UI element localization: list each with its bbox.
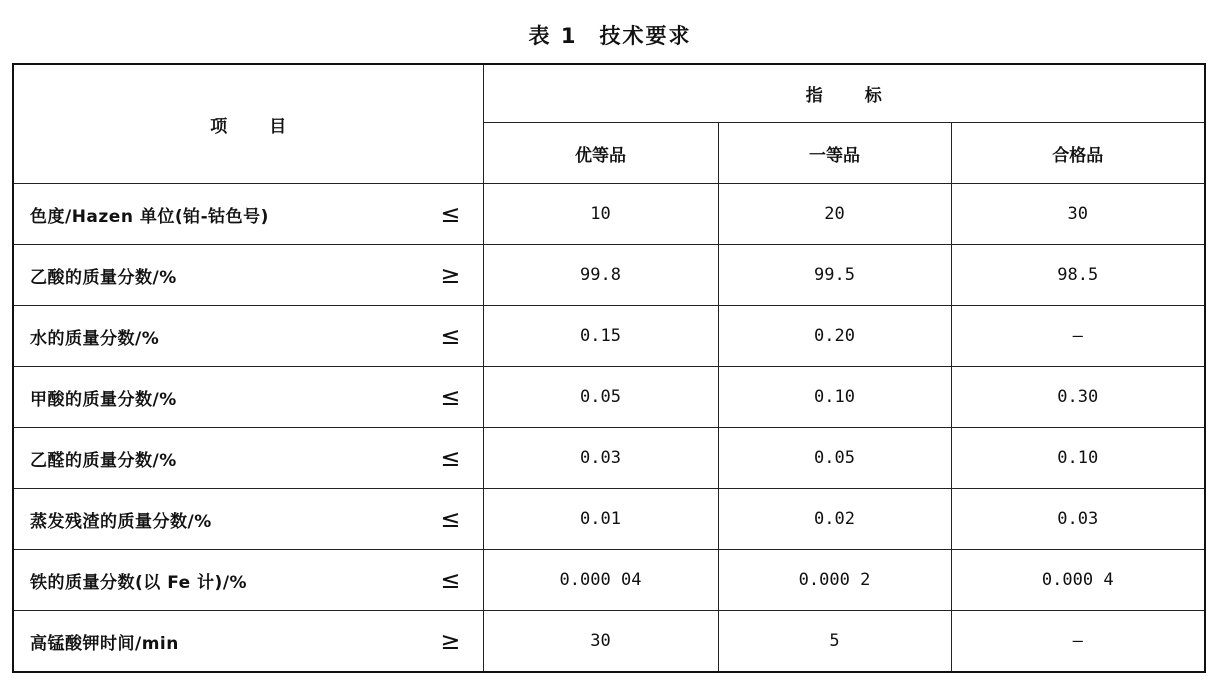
limit-operator: ≥ xyxy=(440,261,461,289)
item-label: 乙酸的质量分数/% xyxy=(30,267,177,288)
item-label: 甲酸的质量分数/% xyxy=(30,389,177,410)
item-label: 铁的质量分数(以 Fe 计)/% xyxy=(30,572,248,593)
grade-header-first: 一等品 xyxy=(718,123,951,184)
value-first: 20 xyxy=(718,184,951,245)
item-cell-content xyxy=(30,444,461,472)
value-premium: 0.15 xyxy=(483,306,718,367)
table-row xyxy=(13,489,1205,550)
indicator-header: 指标 xyxy=(805,86,924,106)
limit-operator: ≤ xyxy=(440,566,461,594)
value-first: 99.5 xyxy=(718,245,951,306)
indicator-header-cell xyxy=(483,64,1205,123)
table-row xyxy=(13,245,1205,306)
table-caption xyxy=(0,20,1220,50)
table-row xyxy=(13,428,1205,489)
value-premium: 0.03 xyxy=(483,428,718,489)
item-label: 水的质量分数/% xyxy=(30,328,160,349)
value-first: 0.10 xyxy=(718,367,951,428)
item-cell xyxy=(13,611,483,673)
value-first: 0.000 2 xyxy=(718,550,951,611)
value-premium: 30 xyxy=(483,611,718,673)
item-cell-content xyxy=(30,322,461,350)
limit-operator: ≤ xyxy=(440,383,461,411)
limit-operator: ≤ xyxy=(440,505,461,533)
item-cell-content xyxy=(30,627,461,655)
item-cell xyxy=(13,184,483,245)
item-cell-content xyxy=(30,383,461,411)
value-first: 0.02 xyxy=(718,489,951,550)
table-row xyxy=(13,367,1205,428)
value-qualified: 0.000 4 xyxy=(951,550,1205,611)
table-title: 技术要求 xyxy=(599,24,692,48)
item-cell xyxy=(13,428,483,489)
value-premium: 0.05 xyxy=(483,367,718,428)
item-label: 乙醛的质量分数/% xyxy=(30,450,177,471)
value-qualified: — xyxy=(951,611,1205,673)
value-qualified: 30 xyxy=(951,184,1205,245)
value-qualified: — xyxy=(951,306,1205,367)
value-first: 0.20 xyxy=(718,306,951,367)
limit-operator: ≥ xyxy=(440,627,461,655)
value-premium: 0.01 xyxy=(483,489,718,550)
grade-header-qualified: 合格品 xyxy=(951,123,1205,184)
item-cell xyxy=(13,550,483,611)
table-row xyxy=(13,184,1205,245)
item-cell-content xyxy=(30,200,461,228)
value-qualified: 0.10 xyxy=(951,428,1205,489)
value-premium: 0.000 04 xyxy=(483,550,718,611)
value-qualified: 98.5 xyxy=(951,245,1205,306)
item-cell xyxy=(13,245,483,306)
value-premium: 10 xyxy=(483,184,718,245)
header-row-indicator xyxy=(13,64,1205,123)
value-premium: 99.8 xyxy=(483,245,718,306)
item-label: 高锰酸钾时间/min xyxy=(30,633,179,654)
item-cell xyxy=(13,306,483,367)
table-row xyxy=(13,550,1205,611)
value-qualified: 0.30 xyxy=(951,367,1205,428)
item-header: 项目 xyxy=(210,116,329,137)
table-row xyxy=(13,611,1205,673)
table-row xyxy=(13,306,1205,367)
item-cell-content xyxy=(30,566,461,594)
item-cell xyxy=(13,489,483,550)
value-first: 5 xyxy=(718,611,951,673)
item-header-cell xyxy=(13,64,483,184)
grade-header-premium: 优等品 xyxy=(483,123,718,184)
table-number: 表 1 xyxy=(528,24,578,48)
item-label: 蒸发残渣的质量分数/% xyxy=(30,511,212,532)
table-body xyxy=(13,184,1205,673)
item-cell-content xyxy=(30,261,461,289)
item-cell-content xyxy=(30,505,461,533)
item-cell xyxy=(13,367,483,428)
technical-requirements-table xyxy=(12,63,1206,673)
value-qualified: 0.03 xyxy=(951,489,1205,550)
limit-operator: ≤ xyxy=(440,200,461,228)
value-first: 0.05 xyxy=(718,428,951,489)
limit-operator: ≤ xyxy=(440,322,461,350)
limit-operator: ≤ xyxy=(440,444,461,472)
item-label: 色度/Hazen 单位(铂-钴色号) xyxy=(30,206,269,227)
